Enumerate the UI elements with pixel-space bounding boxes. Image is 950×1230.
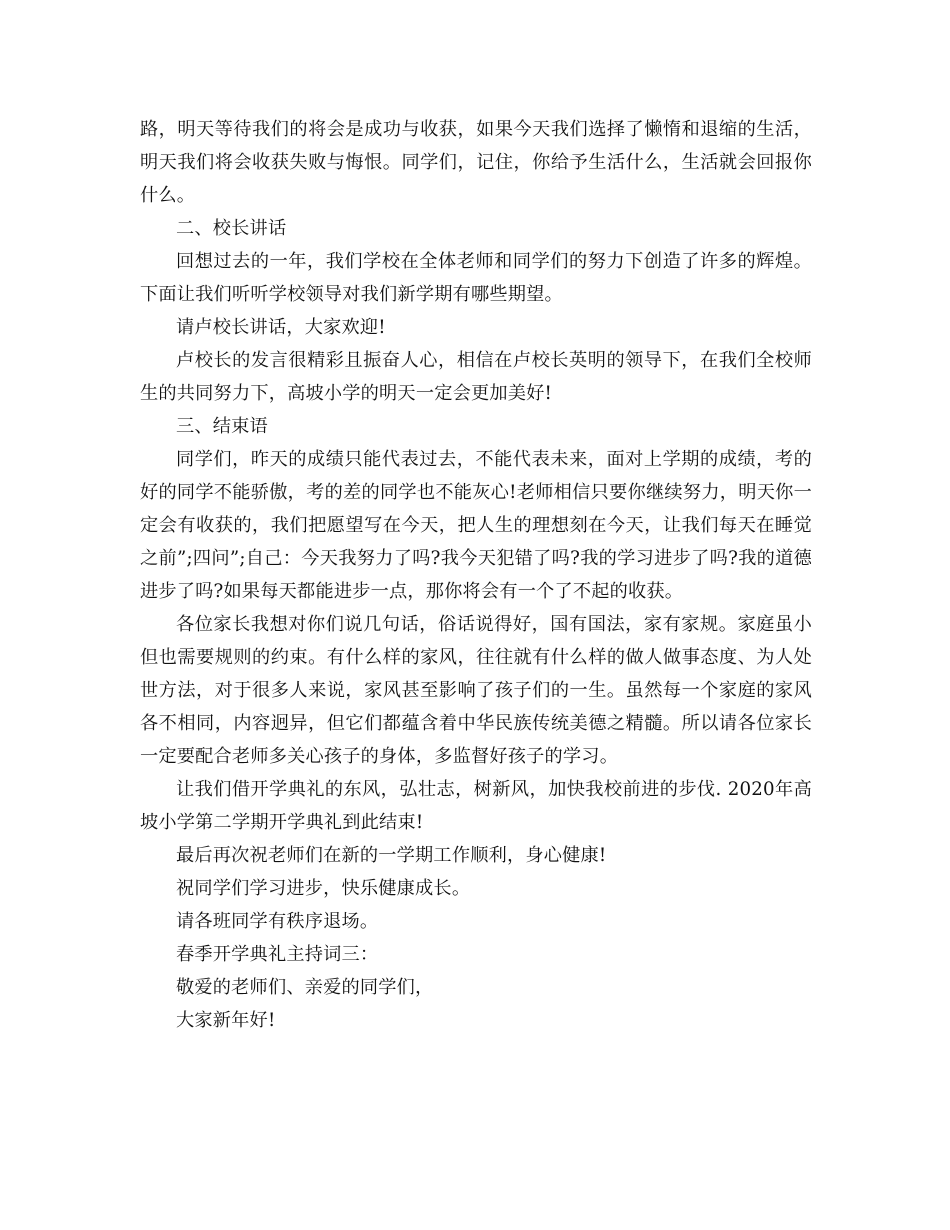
paragraph: 各位家长我想对你们说几句话，俗话说得好，国有国法，家有家规。家庭虽小但也需要规则的约束。有什么样的家风，往往就有什么样的做人做事态度、为人处世方法，对于很多人来说，家风甚至影响了孩子们的一生。虽然每一个家庭的家风各不相同，内容迥异，但它们都蕴含着中华民族传统美德之精髓。所以请各位家长一定要配合老师多关心孩子的身体，多监督好孩子的学习。: [140, 614, 812, 767]
paragraph: 请卢校长讲话，大家欢迎!: [176, 317, 386, 338]
paragraph: 让我们借开学典礼的东风，弘壮志，树新风，加快我校前进的步伐. 2020年高坡小学第二学期开学典礼到此结束!: [140, 779, 812, 833]
paragraph: 请各班同学有秩序退场。: [176, 911, 379, 932]
paragraph: 同学们，昨天的成绩只能代表过去，不能代表未来，面对上学期的成绩，考的好的同学不能骄傲，考的差的同学也不能灰心!老师相信只要你继续努力，明天你一定会有收获的，我们把愿望写在今天，把人生的理想刻在今天，让我们每天在睡觉之前”;四问”;自己：今天我努力了吗?我今天犯错了吗?我的学习进步了吗?我的道德进步了吗?如果每天都能进步一点，那你将会有一个了不起的收获。: [140, 449, 812, 602]
paragraph: 最后再次祝老师们在新的一学期工作顺利，身心健康!: [176, 845, 607, 866]
paragraph: 大家新年好!: [176, 1010, 276, 1031]
section-heading: 二、校长讲话: [176, 218, 287, 239]
paragraph: 敬爱的老师们、亲爱的同学们，: [176, 977, 434, 998]
paragraph: 春季开学典礼主持词三：: [176, 944, 379, 965]
paragraph: 卢校长的发言很精彩且振奋人心，相信在卢校长英明的领导下，在我们全校师生的共同努力下，高坡小学的明天一定会更加美好!: [140, 350, 812, 404]
document-body: [140, 113, 812, 1037]
paragraph: 路，明天等待我们的将会是成功与收获，如果今天我们选择了懒惰和退缩的生活，明天我们将会收获失败与悔恨。同学们，记住，你给予生活什么，生活就会回报你什么。: [140, 119, 812, 206]
section-heading: 三、结束语: [176, 416, 268, 437]
paragraph: 祝同学们学习进步，快乐健康成长。: [176, 878, 471, 899]
paragraph: 回想过去的一年，我们学校在全体老师和同学们的努力下创造了许多的辉煌。下面让我们听听学校领导对我们新学期有哪些期望。: [140, 251, 812, 305]
